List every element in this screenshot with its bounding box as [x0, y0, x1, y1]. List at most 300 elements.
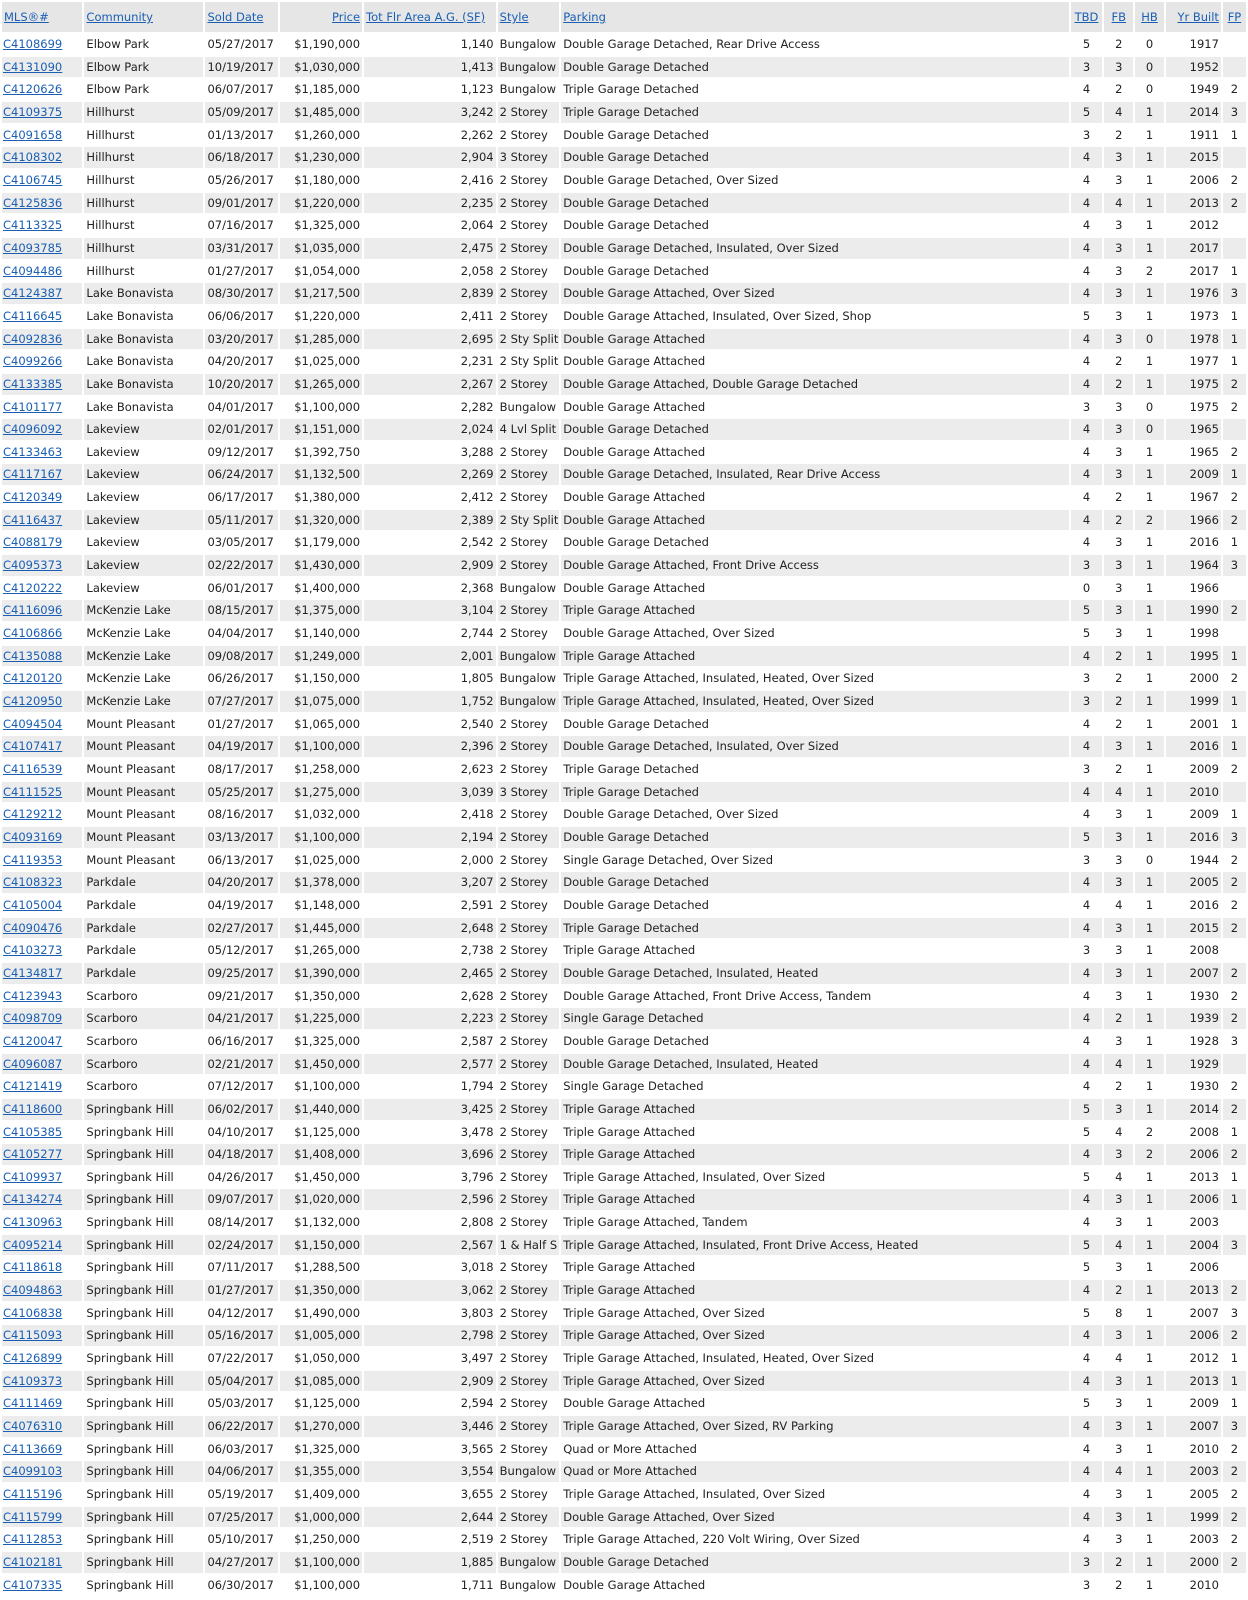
full-baths-cell: 3	[1115, 988, 1123, 1003]
price-cell: $1,350,000	[294, 988, 361, 1003]
fireplaces-cell	[1223, 34, 1246, 55]
mls-link[interactable]: C4113669	[3, 1441, 63, 1456]
mls-link[interactable]: C4134274	[3, 1192, 63, 1207]
sold-date-cell: 01/13/2017	[207, 127, 274, 142]
mls-link[interactable]: C4108699	[3, 37, 63, 51]
mls-link[interactable]: C4124387	[3, 286, 63, 301]
mls-link[interactable]: C4088179	[3, 535, 63, 550]
table-row	[2, 804, 1246, 825]
floor-area-cell: 3,796	[460, 1169, 494, 1184]
table-row	[2, 872, 1246, 893]
mls-link[interactable]: C4108302	[3, 150, 63, 165]
fireplaces-cell: 3	[1223, 555, 1246, 576]
mls-cell[interactable]	[2, 1439, 82, 1460]
sort-link-parking[interactable]: Parking	[563, 10, 606, 24]
fireplaces-cell: 2	[1230, 762, 1239, 776]
floor-area-cell: 2,596	[364, 1189, 496, 1210]
mls-cell[interactable]	[2, 1325, 82, 1346]
sort-link-mls[interactable]: MLS®#	[4, 10, 49, 24]
mls-cell[interactable]	[2, 804, 82, 825]
mls-link[interactable]: C4117167	[3, 467, 63, 482]
year-built-cell: 2007	[1189, 1305, 1219, 1320]
mls-cell[interactable]	[2, 79, 82, 100]
bedrooms-cell: 4	[1082, 897, 1091, 912]
year-built-cell: 2010	[1189, 1441, 1219, 1456]
fireplaces-cell: 2	[1230, 490, 1239, 505]
half-baths-cell: 1	[1135, 1507, 1163, 1528]
sort-link-year-built[interactable]: Yr Built	[1177, 10, 1219, 24]
year-built-cell: 2006	[1189, 172, 1219, 187]
mls-cell[interactable]	[2, 1348, 82, 1369]
community-cell: Elbow Park	[84, 57, 203, 78]
half-baths-cell: 1	[1135, 1189, 1163, 1210]
mls-link[interactable]: C4103273	[3, 943, 63, 958]
table-row	[2, 442, 1246, 463]
community-cell: Springbank Hill	[86, 1260, 174, 1275]
style-cell: 2 Storey	[498, 963, 560, 984]
style-cell: Bungalow	[499, 580, 557, 595]
mls-link[interactable]: C4131090	[3, 59, 63, 74]
col-header-year-built[interactable]	[1166, 2, 1221, 32]
full-baths-cell: 2	[1104, 691, 1133, 712]
half-baths-cell: 1	[1135, 555, 1163, 576]
col-header-full-baths[interactable]	[1104, 2, 1133, 32]
mls-cell[interactable]	[2, 102, 82, 123]
mls-cell[interactable]	[2, 555, 82, 576]
half-baths-cell: 1	[1135, 963, 1163, 984]
sort-link-community[interactable]: Community	[86, 10, 153, 24]
parking-cell: Double Garage Attached	[563, 490, 706, 505]
mls-link[interactable]: C4111469	[3, 1396, 63, 1411]
sold-date-cell: 06/17/2017	[207, 490, 274, 505]
mls-cell[interactable]	[2, 1303, 82, 1324]
col-header-style[interactable]	[498, 2, 560, 32]
mls-cell[interactable]	[2, 1008, 82, 1029]
community-cell: Mount Pleasant	[86, 716, 176, 731]
floor-area-cell: 2,839	[364, 283, 496, 304]
mls-link[interactable]: C4115196	[3, 1487, 63, 1501]
bedrooms-cell: 3	[1082, 399, 1091, 414]
mls-cell[interactable]	[2, 986, 82, 1007]
mls-link[interactable]: C4130963	[3, 1215, 63, 1230]
price-cell: $1,288,500	[294, 1260, 361, 1275]
price-cell: $1,230,000	[280, 147, 363, 168]
mls-cell[interactable]	[2, 125, 82, 146]
full-baths-cell: 3	[1104, 736, 1133, 757]
mls-link[interactable]: C4133385	[3, 376, 63, 391]
mls-cell[interactable]	[2, 714, 82, 735]
mls-cell[interactable]	[2, 623, 82, 644]
community-cell: Hillhurst	[86, 263, 135, 278]
style-cell: 2 Storey	[499, 1033, 548, 1048]
mls-link[interactable]: C4125836	[3, 195, 63, 210]
mls-cell[interactable]	[2, 283, 82, 304]
bedrooms-cell: 4	[1082, 1215, 1091, 1230]
price-cell: $1,020,000	[280, 1189, 363, 1210]
floor-area-cell: 3,207	[364, 872, 496, 893]
mls-link[interactable]: C4109937	[3, 1169, 63, 1184]
fireplaces-cell: 3	[1223, 102, 1246, 123]
half-baths-cell: 1	[1135, 646, 1163, 667]
style-cell: 2 Storey	[498, 464, 560, 485]
mls-link[interactable]: C4120047	[3, 1033, 63, 1048]
floor-area-cell: 2,628	[460, 988, 494, 1003]
mls-cell[interactable]	[2, 918, 82, 939]
mls-link[interactable]: C4116437	[3, 512, 63, 527]
full-baths-cell: 3	[1104, 963, 1133, 984]
sort-link-style[interactable]: Style	[499, 10, 529, 24]
mls-link[interactable]: C4120222	[3, 580, 63, 595]
full-baths-cell: 2	[1104, 510, 1133, 531]
mls-cell[interactable]	[2, 34, 82, 55]
style-cell: 2 Storey	[499, 716, 548, 731]
full-baths-cell: 4	[1104, 102, 1133, 123]
mls-cell[interactable]	[2, 1144, 82, 1165]
floor-area-cell: 2,542	[460, 535, 494, 550]
sold-date-cell: 05/26/2017	[207, 172, 274, 187]
col-header-floor-area[interactable]	[364, 2, 496, 32]
mls-link[interactable]: C4092836	[3, 331, 63, 346]
mls-cell[interactable]	[2, 1575, 82, 1596]
sold-date-cell: 05/10/2017	[207, 1532, 274, 1547]
mls-link[interactable]: C4094504	[3, 716, 63, 731]
community-cell: Lake Bonavista	[84, 374, 203, 395]
mls-cell[interactable]	[2, 1122, 82, 1143]
mls-link[interactable]: C4107335	[3, 1577, 63, 1592]
sort-link-sold-date[interactable]: Sold Date	[207, 10, 264, 24]
mls-link[interactable]: C4093785	[3, 240, 63, 255]
mls-link[interactable]: C4107417	[3, 739, 63, 754]
mls-link[interactable]: C4120626	[3, 82, 63, 97]
mls-cell[interactable]	[2, 963, 82, 984]
table-row	[2, 1144, 1246, 1165]
fireplaces-cell: 2	[1230, 444, 1239, 459]
mls-cell[interactable]	[2, 1529, 82, 1550]
mls-cell[interactable]	[2, 510, 82, 531]
mls-cell[interactable]	[2, 691, 82, 712]
full-baths-cell: 3	[1115, 1260, 1123, 1275]
table-row	[2, 1099, 1246, 1120]
mls-cell[interactable]	[2, 1054, 82, 1075]
mls-cell[interactable]	[2, 215, 82, 236]
year-built-cell: 2006	[1166, 1325, 1221, 1346]
col-header-sold-date[interactable]	[205, 2, 277, 32]
fireplaces-cell: 2	[1223, 918, 1246, 939]
mls-link[interactable]: C4090476	[3, 920, 63, 935]
col-header-mls[interactable]	[2, 2, 82, 32]
mls-link[interactable]: C4106745	[3, 172, 63, 187]
mls-link[interactable]: C4113325	[3, 218, 63, 233]
mls-link[interactable]: C4119353	[3, 852, 63, 867]
price-cell: $1,408,000	[280, 1144, 363, 1165]
fireplaces-cell: 1	[1230, 807, 1239, 822]
mls-cell[interactable]	[2, 329, 82, 350]
price-cell: $1,065,000	[294, 716, 361, 731]
sort-link-price[interactable]: Price	[331, 10, 361, 24]
mls-cell[interactable]	[2, 57, 82, 78]
mls-cell[interactable]	[2, 419, 82, 440]
half-baths-cell: 1	[1145, 1305, 1154, 1320]
year-built-cell: 1967	[1189, 490, 1219, 505]
community-cell: McKenzie Lake	[84, 646, 203, 667]
full-baths-cell: 4	[1104, 1461, 1133, 1482]
mls-cell[interactable]	[2, 306, 82, 327]
mls-link[interactable]: C4121419	[3, 1079, 63, 1094]
price-cell: $1,150,000	[294, 671, 361, 686]
style-cell: 2 Storey	[499, 127, 548, 142]
mls-cell[interactable]	[2, 147, 82, 168]
sold-date-cell: 10/20/2017	[205, 374, 277, 395]
year-built-cell: 2013	[1166, 193, 1221, 214]
parking-cell: Triple Garage Attached, Insulated, Over Sized	[563, 1487, 826, 1501]
col-header-community[interactable]	[84, 2, 203, 32]
mls-link[interactable]: C4126899	[3, 1351, 63, 1366]
mls-cell[interactable]	[2, 736, 82, 757]
year-built-cell: 1929	[1166, 1054, 1221, 1075]
floor-area-cell: 3,242	[364, 102, 496, 123]
mls-cell[interactable]	[2, 261, 82, 282]
table-row	[2, 1461, 1246, 1482]
fireplaces-cell: 2	[1223, 1099, 1246, 1120]
year-built-cell: 1999	[1166, 1507, 1221, 1528]
year-built-cell: 2012	[1189, 218, 1219, 233]
mls-link[interactable]: C4076310	[3, 1419, 63, 1434]
mls-cell[interactable]	[2, 442, 82, 463]
fireplaces-cell	[1223, 215, 1246, 236]
mls-cell[interactable]	[2, 759, 82, 780]
mls-cell[interactable]	[2, 646, 82, 667]
mls-cell[interactable]	[2, 1416, 82, 1437]
floor-area-cell: 1,805	[460, 671, 494, 686]
mls-link[interactable]: C4098709	[3, 1011, 63, 1026]
fireplaces-cell: 2	[1230, 897, 1239, 912]
parking-cell: Double Garage Detached	[561, 827, 1069, 848]
mls-cell[interactable]	[2, 397, 82, 418]
col-header-half-baths[interactable]	[1135, 2, 1163, 32]
mls-link[interactable]: C4106866	[3, 626, 63, 641]
mls-cell[interactable]	[2, 895, 82, 916]
mls-link[interactable]: C4105004	[3, 897, 63, 912]
mls-link[interactable]: C4116096	[3, 603, 63, 618]
year-built-cell: 2013	[1166, 1371, 1221, 1392]
mls-link[interactable]: C4102181	[3, 1554, 63, 1569]
price-cell: $1,450,000	[280, 1054, 363, 1075]
style-cell: 2 Storey	[498, 1325, 560, 1346]
mls-link[interactable]: C4115799	[3, 1509, 63, 1524]
style-cell: Bungalow	[498, 1461, 560, 1482]
mls-link[interactable]: C4109375	[3, 104, 63, 119]
style-cell: 2 Storey	[498, 1054, 560, 1075]
fireplaces-cell: 1	[1230, 716, 1239, 731]
fireplaces-cell: 2	[1230, 172, 1239, 187]
mls-cell[interactable]	[2, 1393, 82, 1414]
mls-link[interactable]: C4129212	[3, 807, 63, 822]
mls-link[interactable]: C4111525	[3, 784, 63, 799]
full-baths-cell: 4	[1115, 897, 1123, 912]
mls-link[interactable]: C4099266	[3, 354, 63, 369]
floor-area-cell: 2,475	[364, 238, 496, 259]
mls-cell[interactable]	[2, 487, 82, 508]
mls-cell[interactable]	[2, 668, 82, 689]
mls-link[interactable]: C4108323	[3, 875, 63, 890]
community-cell: Mount Pleasant	[86, 762, 176, 776]
mls-cell[interactable]	[2, 374, 82, 395]
style-cell: 2 Storey	[498, 283, 560, 304]
mls-cell[interactable]	[2, 1189, 82, 1210]
fireplaces-cell: 1	[1230, 1351, 1239, 1366]
mls-link[interactable]: C4120120	[3, 671, 63, 686]
mls-cell[interactable]	[2, 1212, 82, 1233]
bedrooms-cell: 5	[1082, 1169, 1091, 1184]
table-row	[2, 1507, 1246, 1528]
price-cell: $1,125,000	[294, 1124, 361, 1139]
mls-cell[interactable]	[2, 1507, 82, 1528]
style-cell: 2 Storey	[499, 1396, 548, 1411]
mls-link[interactable]: C4120950	[3, 694, 63, 709]
mls-link[interactable]: C4133463	[3, 444, 63, 459]
mls-link[interactable]: C4091658	[3, 127, 63, 142]
mls-link[interactable]: C4106838	[3, 1305, 63, 1320]
full-baths-cell: 2	[1115, 127, 1123, 142]
sold-date-cell: 05/09/2017	[205, 102, 277, 123]
mls-cell[interactable]	[2, 464, 82, 485]
mls-cell[interactable]	[2, 578, 82, 599]
floor-area-cell: 2,396	[364, 736, 496, 757]
mls-link[interactable]: C4096092	[3, 422, 63, 437]
mls-link[interactable]: C4134817	[3, 965, 63, 980]
mls-link[interactable]: C4101177	[3, 399, 63, 414]
floor-area-cell: 3,478	[460, 1124, 494, 1139]
col-header-price[interactable]	[280, 2, 363, 32]
parking-cell: Double Garage Detached, Rear Drive Access	[563, 37, 820, 51]
floor-area-cell: 2,267	[364, 374, 496, 395]
full-baths-cell: 2	[1104, 1280, 1133, 1301]
mls-cell[interactable]	[2, 827, 82, 848]
mls-cell[interactable]	[2, 782, 82, 803]
style-cell: 3 Storey	[498, 782, 560, 803]
mls-link[interactable]: C4123943	[3, 988, 63, 1003]
mls-link[interactable]: C4118618	[3, 1260, 63, 1275]
year-built-cell: 2015	[1166, 147, 1221, 168]
floor-area-cell: 3,104	[364, 600, 496, 621]
mls-link[interactable]: C4118600	[3, 1101, 63, 1116]
mls-link[interactable]: C4096087	[3, 1056, 63, 1071]
parking-cell: Triple Garage Attached	[563, 943, 696, 958]
mls-cell[interactable]	[2, 170, 82, 191]
mls-link[interactable]: C4115093	[3, 1328, 63, 1343]
sold-date-cell: 09/12/2017	[207, 444, 274, 459]
community-cell: Parkdale	[86, 943, 136, 958]
sort-link-fireplaces[interactable]: FP	[1227, 10, 1242, 24]
col-header-bedrooms[interactable]	[1071, 2, 1102, 32]
parking-cell: Double Garage Attached	[561, 510, 1069, 531]
mls-cell[interactable]	[2, 532, 82, 553]
col-header-parking[interactable]	[561, 2, 1069, 32]
mls-cell[interactable]	[2, 1235, 82, 1256]
mls-cell[interactable]	[2, 1076, 82, 1097]
mls-link[interactable]: C4109373	[3, 1373, 63, 1388]
mls-cell[interactable]	[2, 1099, 82, 1120]
fireplaces-cell: 1	[1230, 308, 1239, 323]
mls-cell[interactable]	[2, 872, 82, 893]
price-cell: $1,249,000	[280, 646, 363, 667]
year-built-cell: 2006	[1189, 1260, 1219, 1275]
mls-link[interactable]: C4105385	[3, 1124, 63, 1139]
mls-link[interactable]: C4095373	[3, 558, 63, 573]
mls-link[interactable]: C4099103	[3, 1464, 63, 1479]
mls-link[interactable]: C4105277	[3, 1147, 63, 1162]
mls-cell[interactable]	[2, 1167, 82, 1188]
mls-cell[interactable]	[2, 600, 82, 621]
full-baths-cell: 3	[1104, 872, 1133, 893]
style-cell: 2 Storey	[499, 1215, 548, 1230]
sold-date-cell: 02/27/2017	[205, 918, 277, 939]
mls-cell[interactable]	[2, 238, 82, 259]
bedrooms-cell: 4	[1082, 218, 1091, 233]
mls-link[interactable]: C4120349	[3, 490, 63, 505]
mls-cell[interactable]	[2, 1371, 82, 1392]
mls-cell[interactable]	[2, 1552, 82, 1573]
sold-date-cell: 09/01/2017	[205, 193, 277, 214]
bedrooms-cell: 3	[1071, 57, 1102, 78]
mls-cell[interactable]	[2, 1461, 82, 1482]
bedrooms-cell: 4	[1071, 464, 1102, 485]
mls-link[interactable]: C4116539	[3, 762, 63, 776]
mls-link[interactable]: C4112853	[3, 1532, 63, 1547]
mls-cell[interactable]	[2, 1484, 82, 1505]
mls-cell[interactable]	[2, 351, 82, 372]
bedrooms-cell: 4	[1082, 807, 1091, 822]
table-row	[2, 555, 1246, 576]
mls-cell[interactable]	[2, 193, 82, 214]
style-cell: 2 Storey	[498, 1099, 560, 1120]
mls-cell[interactable]	[2, 1280, 82, 1301]
sold-date-cell: 06/18/2017	[205, 147, 277, 168]
sold-date-cell: 01/27/2017	[207, 263, 274, 278]
mls-cell[interactable]	[2, 850, 82, 871]
parking-cell: Double Garage Detached, Insulated, Rear Drive Access	[561, 464, 1069, 485]
sort-link-bedrooms[interactable]: TBD	[1074, 10, 1099, 24]
price-cell: $1,075,000	[280, 691, 363, 712]
mls-link[interactable]: C4095214	[3, 1237, 63, 1252]
fireplaces-cell: 1	[1230, 535, 1239, 550]
parking-cell: Double Garage Attached, Over Sized	[563, 626, 775, 641]
half-baths-cell: 1	[1145, 1215, 1154, 1230]
full-baths-cell: 3	[1104, 1325, 1133, 1346]
style-cell: 2 Storey	[499, 490, 548, 505]
mls-cell[interactable]	[2, 1031, 82, 1052]
sort-link-full-baths[interactable]: FB	[1111, 10, 1127, 24]
mls-cell[interactable]	[2, 940, 82, 961]
community-cell: McKenzie Lake	[84, 600, 203, 621]
mls-link[interactable]: C4094486	[3, 263, 63, 278]
mls-link[interactable]: C4116645	[3, 308, 63, 323]
floor-area-cell: 2,909	[364, 555, 496, 576]
floor-area-cell: 1,123	[460, 82, 494, 97]
floor-area-cell: 3,288	[460, 444, 494, 459]
col-header-fireplaces[interactable]	[1223, 2, 1246, 32]
mls-link[interactable]: C4135088	[3, 648, 63, 663]
fireplaces-cell	[1223, 57, 1246, 78]
mls-link[interactable]: C4093169	[3, 829, 63, 844]
table-row	[2, 759, 1246, 780]
sort-link-half-baths[interactable]: HB	[1141, 10, 1158, 24]
mls-link[interactable]: C4094863	[3, 1283, 63, 1298]
mls-cell[interactable]	[2, 1257, 82, 1278]
price-cell: $1,392,750	[294, 444, 361, 459]
sort-link-floor-area[interactable]: Tot Flr Area A.G. (SF)	[366, 10, 486, 24]
fireplaces-cell: 1	[1230, 1169, 1239, 1184]
